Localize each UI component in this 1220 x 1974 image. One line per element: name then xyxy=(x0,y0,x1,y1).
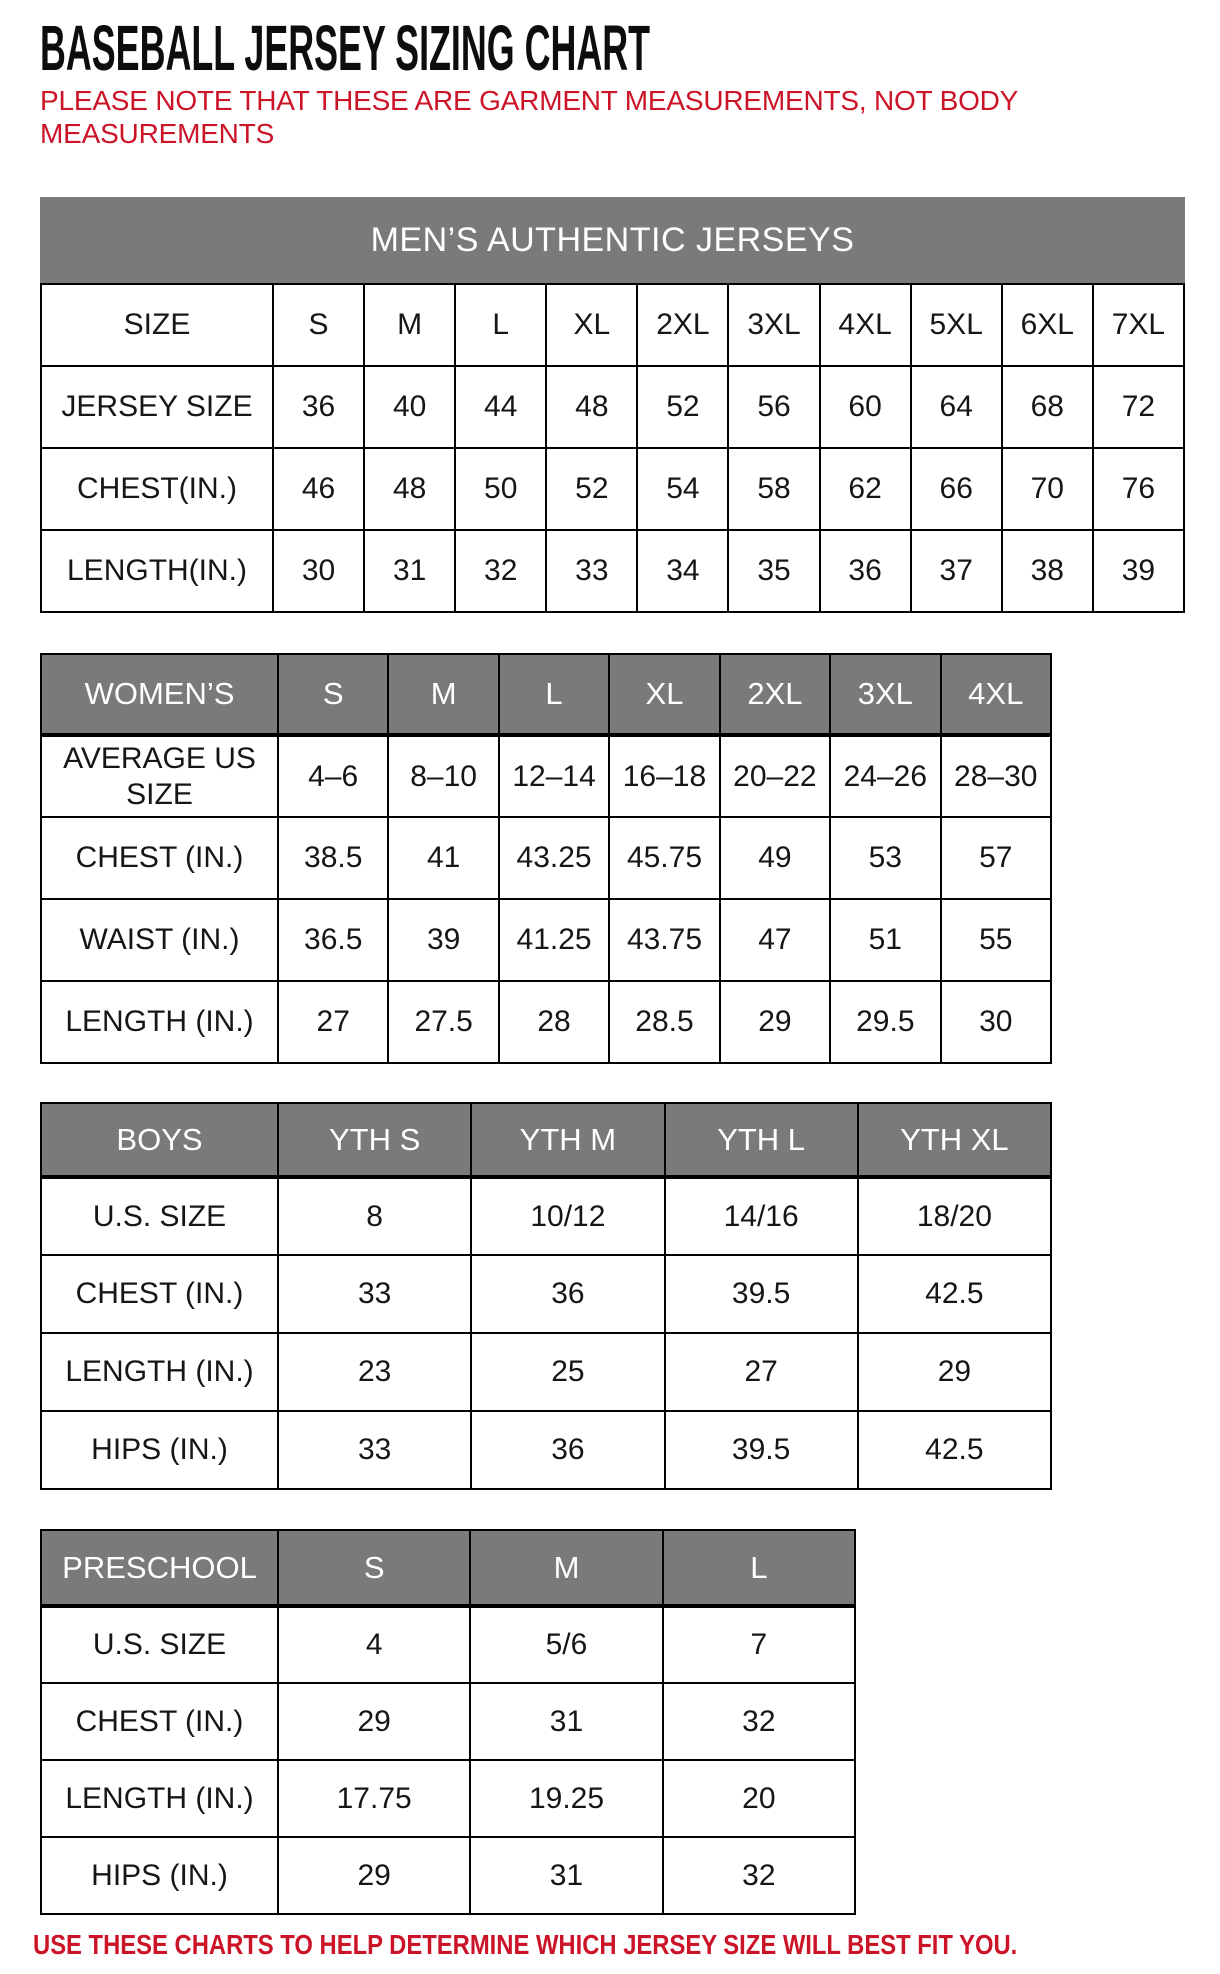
value-cell: 36 xyxy=(471,1255,664,1333)
row-label: CHEST (IN.) xyxy=(41,1683,278,1760)
value-cell: 19.25 xyxy=(470,1760,662,1837)
table-row xyxy=(41,448,1184,530)
mens-sizing-table-section xyxy=(40,197,1185,613)
garment-measurements-note: PLEASE NOTE THAT THESE ARE GARMENT MEASUREMENTS, NOT BODY MEASUREMENTS xyxy=(40,85,1018,150)
mens-sizing-table xyxy=(40,283,1185,613)
value-cell: 54 xyxy=(637,448,728,530)
size-cell: L xyxy=(455,284,546,366)
value-cell: 38.5 xyxy=(278,817,388,899)
row-label: U.S. SIZE xyxy=(41,1177,278,1255)
size-cell: 6XL xyxy=(1002,284,1093,366)
value-cell: 31 xyxy=(364,530,455,612)
size-cell: 2XL xyxy=(637,284,728,366)
value-cell: 4–6 xyxy=(278,735,388,817)
row-label: HIPS (IN.) xyxy=(41,1837,278,1914)
value-cell: 30 xyxy=(941,981,1051,1063)
value-cell: 53 xyxy=(830,817,940,899)
preschool-sizing-table-section xyxy=(40,1529,856,1915)
row-label: LENGTH (IN.) xyxy=(41,1760,278,1837)
value-cell: 35 xyxy=(728,530,819,612)
value-cell: 76 xyxy=(1093,448,1184,530)
value-cell: 36 xyxy=(471,1411,664,1489)
table-header-row xyxy=(41,1103,1051,1177)
value-cell: 18/20 xyxy=(858,1177,1051,1255)
value-cell: 50 xyxy=(455,448,546,530)
size-header-cell: YTH XL xyxy=(858,1103,1051,1177)
size-header-cell: 3XL xyxy=(830,654,940,735)
value-cell: 27.5 xyxy=(388,981,498,1063)
size-header-cell: M xyxy=(388,654,498,735)
value-cell: 60 xyxy=(820,366,911,448)
size-header-cell: YTH M xyxy=(471,1103,664,1177)
size-header-cell: L xyxy=(663,1530,855,1606)
table-header-label: PRESCHOOL xyxy=(41,1530,278,1606)
table-row xyxy=(41,1760,855,1837)
value-cell: 28–30 xyxy=(941,735,1051,817)
value-cell: 41 xyxy=(388,817,498,899)
value-cell: 27 xyxy=(665,1333,858,1411)
table-row xyxy=(41,899,1051,981)
value-cell: 32 xyxy=(455,530,546,612)
value-cell: 36.5 xyxy=(278,899,388,981)
boys-sizing-table-section xyxy=(40,1102,1052,1490)
preschool-sizing-table xyxy=(40,1529,856,1915)
value-cell: 58 xyxy=(728,448,819,530)
value-cell: 33 xyxy=(278,1255,471,1333)
value-cell: 28.5 xyxy=(609,981,719,1063)
value-cell: 57 xyxy=(941,817,1051,899)
table-row xyxy=(41,1177,1051,1255)
table-row xyxy=(41,1411,1051,1489)
table-row xyxy=(41,1333,1051,1411)
size-header-cell: YTH S xyxy=(278,1103,471,1177)
table-row xyxy=(41,1606,855,1683)
size-cell: 4XL xyxy=(820,284,911,366)
value-cell: 36 xyxy=(820,530,911,612)
value-cell: 28 xyxy=(499,981,609,1063)
row-label: SIZE xyxy=(41,284,273,366)
value-cell: 52 xyxy=(546,448,637,530)
size-header-cell: S xyxy=(278,654,388,735)
size-cell: XL xyxy=(546,284,637,366)
value-cell: 43.75 xyxy=(609,899,719,981)
size-cell: S xyxy=(273,284,364,366)
value-cell: 32 xyxy=(663,1683,855,1760)
value-cell: 29 xyxy=(858,1333,1051,1411)
value-cell: 29 xyxy=(278,1683,470,1760)
value-cell: 38 xyxy=(1002,530,1093,612)
value-cell: 39 xyxy=(1093,530,1184,612)
value-cell: 48 xyxy=(364,448,455,530)
page-title-text: BASEBALL JERSEY SIZING CHART xyxy=(40,12,651,84)
value-cell: 68 xyxy=(1002,366,1093,448)
table-row xyxy=(41,981,1051,1063)
value-cell: 14/16 xyxy=(665,1177,858,1255)
row-label: CHEST(IN.) xyxy=(41,448,273,530)
value-cell: 10/12 xyxy=(471,1177,664,1255)
value-cell: 56 xyxy=(728,366,819,448)
size-cell: 7XL xyxy=(1093,284,1184,366)
value-cell: 4 xyxy=(278,1606,470,1683)
size-header-cell: S xyxy=(278,1530,470,1606)
value-cell: 23 xyxy=(278,1333,471,1411)
value-cell: 25 xyxy=(471,1333,664,1411)
table-row xyxy=(41,817,1051,899)
size-header-cell: XL xyxy=(609,654,719,735)
value-cell: 29 xyxy=(278,1837,470,1914)
value-cell: 55 xyxy=(941,899,1051,981)
value-cell: 42.5 xyxy=(858,1411,1051,1489)
womens-sizing-table-section xyxy=(40,653,1052,1064)
value-cell: 39 xyxy=(388,899,498,981)
value-cell: 20 xyxy=(663,1760,855,1837)
value-cell: 30 xyxy=(273,530,364,612)
row-label: AVERAGE US SIZE xyxy=(41,735,278,817)
table-header-label: BOYS xyxy=(41,1103,278,1177)
size-header-cell: 4XL xyxy=(941,654,1051,735)
row-label: WAIST (IN.) xyxy=(41,899,278,981)
row-label: LENGTH(IN.) xyxy=(41,530,273,612)
value-cell: 39.5 xyxy=(665,1411,858,1489)
value-cell: 24–26 xyxy=(830,735,940,817)
value-cell: 17.75 xyxy=(278,1760,470,1837)
value-cell: 7 xyxy=(663,1606,855,1683)
value-cell: 51 xyxy=(830,899,940,981)
boys-sizing-table xyxy=(40,1102,1052,1490)
size-cell: M xyxy=(364,284,455,366)
value-cell: 47 xyxy=(720,899,830,981)
value-cell: 12–14 xyxy=(499,735,609,817)
table-header-row xyxy=(41,1530,855,1606)
footer-note: USE THESE CHARTS TO HELP DETERMINE WHICH JERSEY SIZE WILL BEST FIT YOU. xyxy=(33,1929,1018,1960)
value-cell: 48 xyxy=(546,366,637,448)
value-cell: 64 xyxy=(911,366,1002,448)
size-header-cell: 2XL xyxy=(720,654,830,735)
table-row xyxy=(41,530,1184,612)
page-title xyxy=(40,12,1129,84)
row-label: CHEST (IN.) xyxy=(41,817,278,899)
size-cell: 5XL xyxy=(911,284,1002,366)
value-cell: 37 xyxy=(911,530,1002,612)
value-cell: 32 xyxy=(663,1837,855,1914)
table-row xyxy=(41,1255,1051,1333)
mens-table-title: MEN’S AUTHENTIC JERSEYS xyxy=(40,197,1185,283)
value-cell: 29 xyxy=(720,981,830,1063)
row-label: LENGTH (IN.) xyxy=(41,1333,278,1411)
value-cell: 44 xyxy=(455,366,546,448)
table-row xyxy=(41,366,1184,448)
value-cell: 5/6 xyxy=(470,1606,662,1683)
value-cell: 45.75 xyxy=(609,817,719,899)
value-cell: 34 xyxy=(637,530,728,612)
value-cell: 29.5 xyxy=(830,981,940,1063)
row-label: HIPS (IN.) xyxy=(41,1411,278,1489)
value-cell: 33 xyxy=(546,530,637,612)
value-cell: 16–18 xyxy=(609,735,719,817)
value-cell: 62 xyxy=(820,448,911,530)
row-label: JERSEY SIZE xyxy=(41,366,273,448)
row-label: U.S. SIZE xyxy=(41,1606,278,1683)
value-cell: 8 xyxy=(278,1177,471,1255)
value-cell: 70 xyxy=(1002,448,1093,530)
value-cell: 42.5 xyxy=(858,1255,1051,1333)
value-cell: 52 xyxy=(637,366,728,448)
row-label: LENGTH (IN.) xyxy=(41,981,278,1063)
value-cell: 39.5 xyxy=(665,1255,858,1333)
table-row xyxy=(41,735,1051,817)
value-cell: 31 xyxy=(470,1837,662,1914)
table-header-row xyxy=(41,654,1051,735)
row-label: CHEST (IN.) xyxy=(41,1255,278,1333)
size-header-cell: M xyxy=(470,1530,662,1606)
size-header-cell: L xyxy=(499,654,609,735)
value-cell: 66 xyxy=(911,448,1002,530)
table-header-label: WOMEN’S xyxy=(41,654,278,735)
value-cell: 8–10 xyxy=(388,735,498,817)
size-header-cell: YTH L xyxy=(665,1103,858,1177)
table-row xyxy=(41,1683,855,1760)
table-row xyxy=(41,284,1184,366)
womens-sizing-table xyxy=(40,653,1052,1064)
value-cell: 36 xyxy=(273,366,364,448)
value-cell: 31 xyxy=(470,1683,662,1760)
value-cell: 72 xyxy=(1093,366,1184,448)
value-cell: 41.25 xyxy=(499,899,609,981)
table-row xyxy=(41,1837,855,1914)
value-cell: 43.25 xyxy=(499,817,609,899)
value-cell: 27 xyxy=(278,981,388,1063)
value-cell: 40 xyxy=(364,366,455,448)
value-cell: 33 xyxy=(278,1411,471,1489)
size-cell: 3XL xyxy=(728,284,819,366)
value-cell: 20–22 xyxy=(720,735,830,817)
value-cell: 49 xyxy=(720,817,830,899)
value-cell: 46 xyxy=(273,448,364,530)
